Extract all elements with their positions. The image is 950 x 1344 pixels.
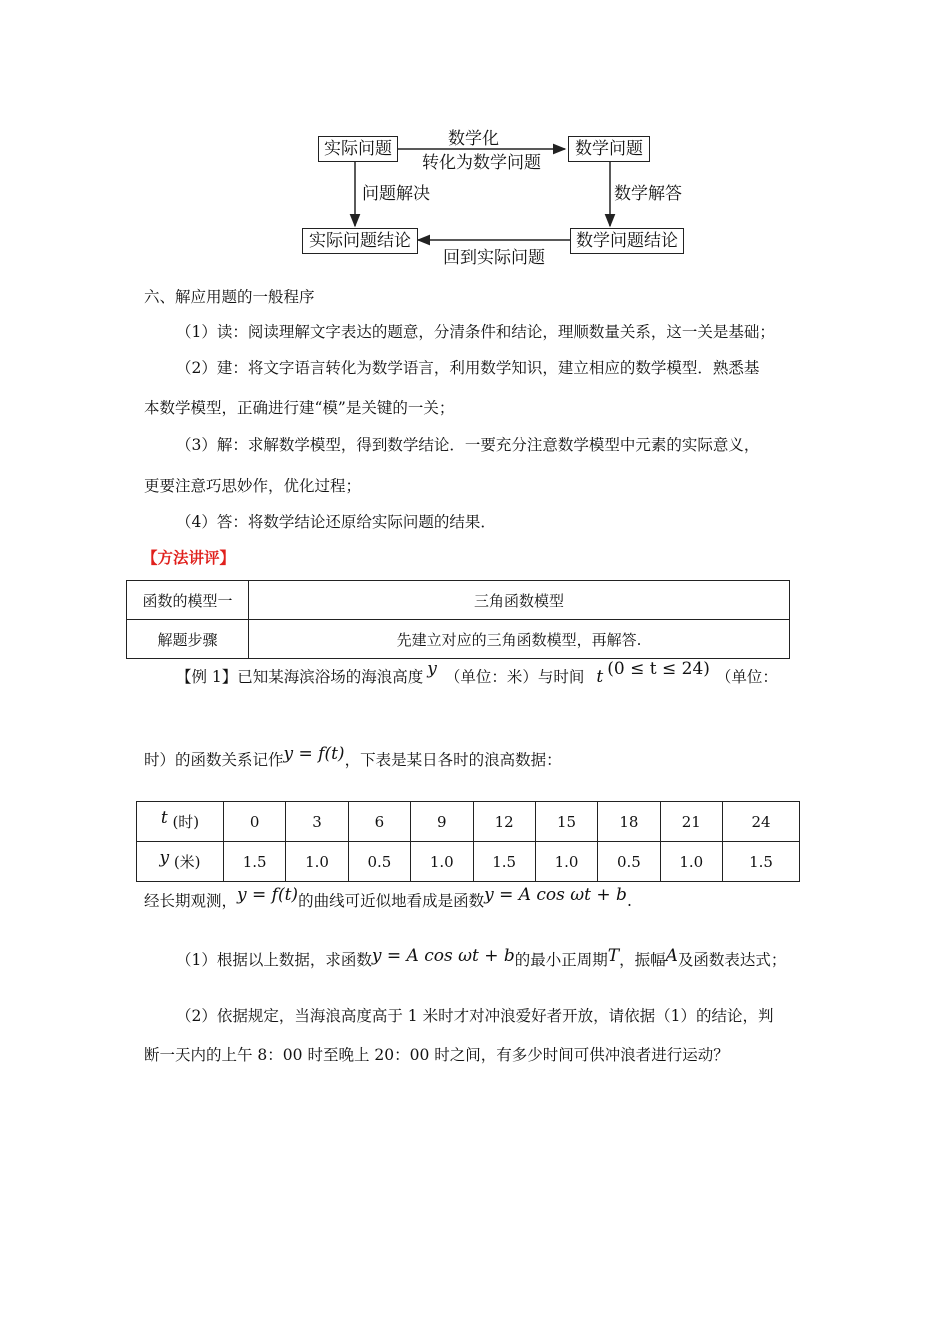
obs-func: y = f(t) bbox=[237, 885, 299, 905]
y-cell: 1.5 bbox=[224, 842, 286, 882]
q1-a: （1）根据以上数据，求函数 bbox=[176, 951, 372, 969]
question-2-line2: 断一天内的上午 8：00 时至晚上 20：00 时之间，有多少时间可供冲浪者进行运动？ bbox=[144, 1046, 729, 1064]
step-3-line1: （3）解：求解数学模型，得到数学结论．一要充分注意数学模型中元素的实际意义， bbox=[176, 436, 760, 454]
unit-t: （单位： bbox=[715, 668, 778, 686]
step-3-line2: 更要注意巧思妙作，优化过程； bbox=[144, 477, 362, 495]
t-cell: 9 bbox=[411, 802, 473, 842]
y-unit: (米) bbox=[173, 853, 201, 871]
t-cell: 3 bbox=[286, 802, 348, 842]
y-cell: 1.0 bbox=[660, 842, 722, 882]
example-intro-c: ，下表是某日各时的浪高数据： bbox=[344, 751, 562, 769]
t-header bbox=[137, 802, 224, 842]
var-y-header: y bbox=[159, 848, 170, 868]
method-row2-label: 解题步骤 bbox=[127, 620, 249, 659]
model-func: y = A cos ωt + b bbox=[484, 885, 627, 905]
obs-a: 经长期观测， bbox=[144, 892, 238, 910]
label-math-answer: 数学解答 bbox=[614, 184, 682, 204]
step-2-line1: （2）建：将文字语言转化为数学语言，利用数学知识，建立相应的数学模型．熟悉基 bbox=[176, 359, 760, 377]
obs-c: . bbox=[626, 892, 632, 910]
example-line2 bbox=[144, 744, 562, 770]
y-cell: 0.5 bbox=[598, 842, 660, 882]
step-2-line2: 本数学模型，正确进行建“模”是关键的一关； bbox=[144, 399, 455, 417]
var-A: A bbox=[665, 946, 678, 966]
label-solve: 问题解决 bbox=[362, 184, 430, 204]
q1-c: ，振幅 bbox=[619, 951, 666, 969]
table-row bbox=[137, 842, 800, 882]
label-convert: 转化为数学问题 bbox=[422, 153, 541, 173]
t-cell: 15 bbox=[535, 802, 597, 842]
var-y: y bbox=[427, 659, 437, 679]
y-header bbox=[137, 842, 224, 882]
label-mathify: 数学化 bbox=[448, 129, 499, 149]
table-row bbox=[127, 620, 790, 659]
t-unit: (时) bbox=[172, 813, 200, 831]
step-1: （1）读：阅读理解文字表达的题意，分清条件和结论，理顺数量关系，这一关是基础； bbox=[176, 323, 775, 341]
range-t: (0 ≤ t ≤ 24) bbox=[607, 659, 710, 679]
method-table bbox=[126, 580, 790, 659]
box-actual-problem: 实际问题 bbox=[318, 136, 398, 162]
var-t-header: t bbox=[160, 808, 168, 828]
method-title: 【方法讲评】 bbox=[142, 548, 236, 567]
box-math-problem: 数学问题 bbox=[568, 136, 650, 162]
y-cell: 1.5 bbox=[723, 842, 800, 882]
table-row bbox=[127, 581, 790, 620]
question-2-line1: （2）依据规定，当海浪高度高于 1 米时才对冲浪爱好者开放，请依据（1）的结论，判 bbox=[176, 1007, 774, 1025]
q1-b: 的最小正周期 bbox=[514, 951, 608, 969]
method-row2-value: 先建立对应的三角函数模型，再解答. bbox=[249, 620, 790, 659]
method-row1-label: 函数的模型一 bbox=[127, 581, 249, 620]
t-cell: 21 bbox=[660, 802, 722, 842]
observation-line bbox=[144, 885, 632, 911]
t-cell: 0 bbox=[224, 802, 286, 842]
box-actual-conclusion: 实际问题结论 bbox=[302, 228, 418, 254]
obs-b: 的曲线可近似地看成是函数 bbox=[298, 892, 485, 910]
example-intro: 【例 1】已知某海滨浴场的海浪高度 bbox=[176, 668, 424, 686]
box-math-conclusion: 数学问题结论 bbox=[570, 228, 684, 254]
unit-y: （单位：米）与时间 bbox=[444, 668, 585, 686]
y-cell: 1.0 bbox=[411, 842, 473, 882]
var-t: t bbox=[596, 667, 604, 687]
t-cell: 24 bbox=[723, 802, 800, 842]
step-4: （4）答：将数学结论还原给实际问题的结果． bbox=[176, 513, 496, 531]
method-row1-value: 三角函数模型 bbox=[249, 581, 790, 620]
table-row bbox=[137, 802, 800, 842]
func-f: y = f(t) bbox=[283, 744, 345, 764]
section-heading: 六、解应用题的一般程序 bbox=[144, 288, 315, 306]
label-return: 回到实际问题 bbox=[443, 248, 545, 268]
t-cell: 6 bbox=[348, 802, 410, 842]
y-cell: 1.0 bbox=[535, 842, 597, 882]
t-cell: 18 bbox=[598, 802, 660, 842]
y-cell: 0.5 bbox=[348, 842, 410, 882]
wave-data-table bbox=[136, 801, 800, 882]
t-cell: 12 bbox=[473, 802, 535, 842]
y-cell: 1.5 bbox=[473, 842, 535, 882]
var-T: T bbox=[607, 946, 620, 966]
example-line1 bbox=[176, 659, 778, 687]
example-intro-b: 时）的函数关系记作 bbox=[144, 751, 284, 769]
q1-model: y = A cos ωt + b bbox=[371, 946, 515, 966]
question-1 bbox=[176, 948, 786, 970]
y-cell: 1.0 bbox=[286, 842, 348, 882]
q1-d: 及函数表达式； bbox=[677, 951, 787, 969]
